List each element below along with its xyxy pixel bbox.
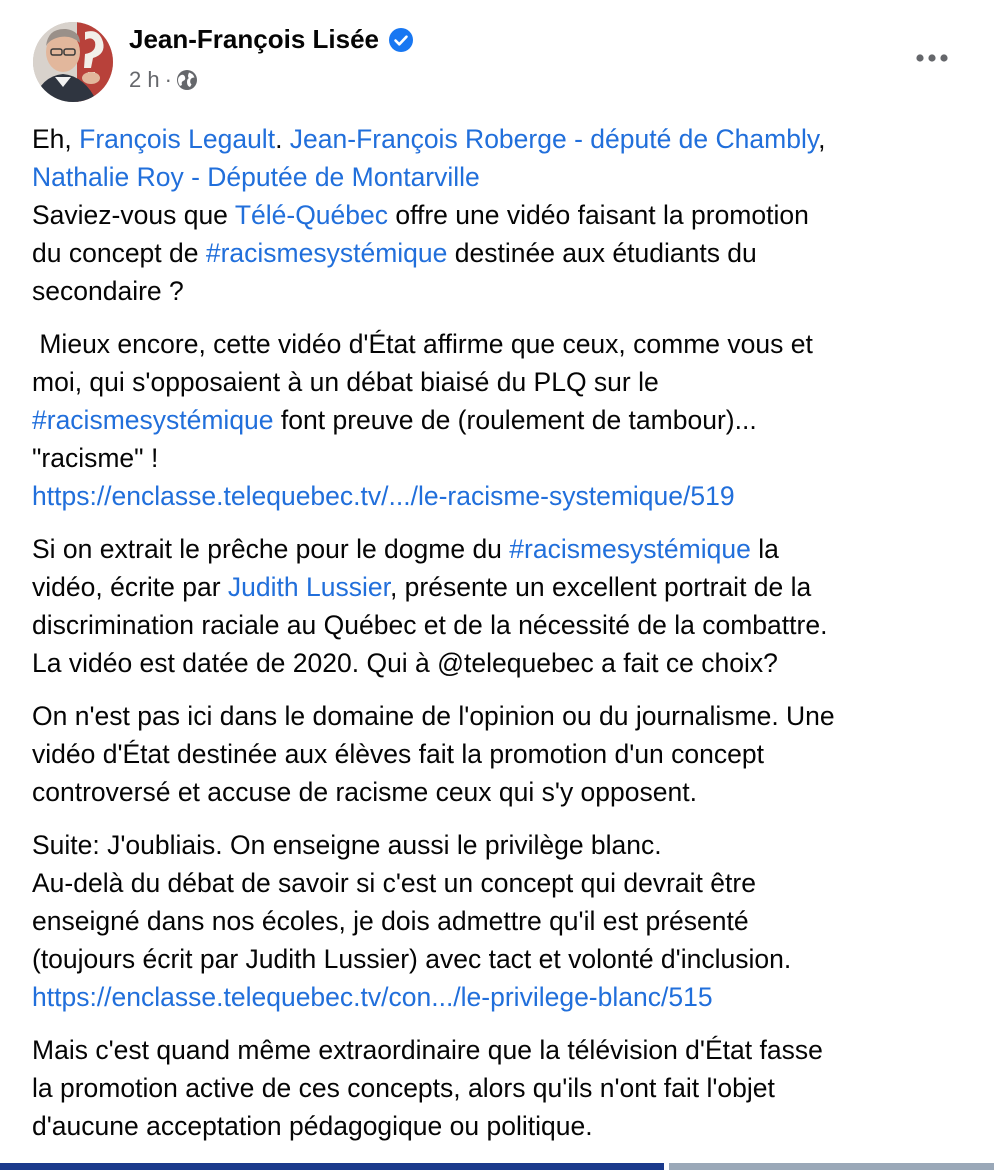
text: offre une vidéo faisant la promotion (388, 200, 809, 230)
text: Si on extrait le prêche pour le dogme du (32, 534, 510, 564)
line: La vidéo est datée de 2020. Qui à @telequebec a fait ce choix? (32, 648, 778, 678)
line: "racisme" ! (32, 443, 159, 473)
line: Suite: J'oubliais. On enseigne aussi le privilège blanc. (32, 830, 662, 860)
line (32, 568, 972, 606)
author-row (129, 24, 414, 55)
line: d'aucune acceptation pédagogique ou politique. (32, 1111, 593, 1141)
link-preview-top-edge (0, 1163, 664, 1170)
text: vidéo, écrite par (32, 572, 228, 602)
hashtag-link[interactable]: #racismesystémique (509, 534, 751, 564)
line (32, 196, 972, 234)
paragraph-1 (32, 120, 972, 310)
line: On n'est pas ici dans le domaine de l'opinion ou du journalisme. Une (32, 701, 835, 731)
post-meta (129, 67, 198, 93)
text: . (275, 124, 290, 154)
author-name[interactable]: Jean-François Lisée (129, 24, 379, 54)
line: la promotion active de ces concepts, alors qu'ils n'ont fait l'objet (32, 1073, 775, 1103)
paragraph-6 (32, 1031, 972, 1145)
line: vidéo d'État destinée aux élèves fait la promotion d'un concept (32, 739, 764, 769)
line: Mais c'est quand même extraordinaire que la télévision d'État fasse (32, 1035, 823, 1065)
line (32, 530, 972, 568)
text: , (818, 124, 826, 154)
more-options-icon[interactable] (906, 38, 958, 78)
text: , présente un excellent portrait de la (389, 572, 812, 602)
mention-jean-francois-roberge[interactable]: Jean-François Roberge - député de Chambly (289, 124, 819, 154)
url-link-privilege-blanc[interactable]: https://enclasse.telequebec.tv/con.../le-privilege-blanc/515 (32, 982, 713, 1012)
line: Mieux encore, cette vidéo d'État affirme que ceux, comme vous et (32, 329, 813, 359)
mention-francois-legault[interactable]: François Legault (79, 124, 276, 154)
line (32, 401, 972, 439)
text: font preuve de (roulement de tambour)... (273, 405, 757, 435)
verified-badge-icon (388, 27, 414, 53)
line: secondaire ? (32, 276, 184, 306)
text: Eh, (32, 124, 80, 154)
line: (toujours écrit par Judith Lussier) avec tact et volonté d'inclusion. (32, 944, 792, 974)
paragraph-5 (32, 826, 972, 1016)
line (32, 158, 972, 196)
line: controversé et accuse de racisme ceux qui s'y opposent. (32, 777, 697, 807)
line: moi, qui s'opposaient à un débat biaisé du PLQ sur le (32, 367, 659, 397)
post-body (32, 120, 972, 1160)
globe-icon[interactable] (176, 69, 198, 91)
avatar-photo (33, 22, 113, 102)
text: Saviez-vous que (32, 200, 235, 230)
hashtag-link[interactable]: #racismesystémique (205, 238, 448, 268)
meta-separator: · (164, 67, 172, 92)
line: enseigné dans nos écoles, je dois admettre qu'il est présenté (32, 906, 749, 936)
text: destinée aux étudiants du (447, 238, 757, 268)
paragraph-4 (32, 697, 972, 811)
line: Au-delà du débat de savoir si c'est un concept qui devrait être (32, 868, 756, 898)
paragraph-3 (32, 530, 972, 682)
mention-judith-lussier[interactable]: Judith Lussier (227, 572, 390, 602)
text: la (750, 534, 779, 564)
link-preview-top-edge-secondary (669, 1163, 994, 1170)
mention-tele-quebec[interactable]: Télé-Québec (234, 200, 389, 230)
text: du concept de (32, 238, 206, 268)
mention-nathalie-roy[interactable]: Nathalie Roy - Députée de Montarville (32, 162, 480, 192)
paragraph-2 (32, 325, 972, 515)
post-timestamp[interactable]: 2 h (129, 67, 160, 92)
url-link-racisme-systemique[interactable]: https://enclasse.telequebec.tv/.../le-racisme-systemique/519 (32, 481, 735, 511)
avatar[interactable] (33, 22, 113, 102)
line (32, 120, 972, 158)
hashtag-link[interactable]: #racismesystémique (32, 405, 274, 435)
line: discrimination raciale au Québec et de la nécessité de la combattre. (32, 610, 828, 640)
line (32, 234, 972, 272)
